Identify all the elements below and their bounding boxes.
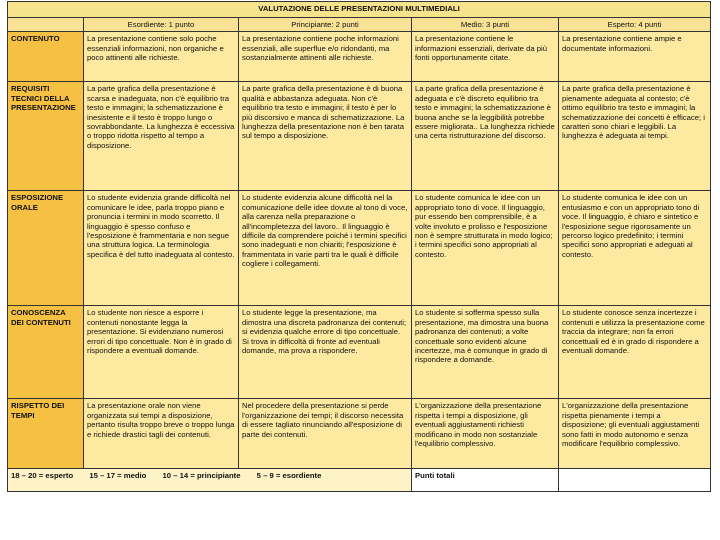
descriptor-cell: Lo studente non riesce a esporre i contenuti nonostante legga la presentazione. Si evidenziano numerosi errori di tipo concettuale. Non è in grado di rispondere a eventuali domande. (84, 306, 239, 399)
descriptor-cell: Lo studente evidenzia grande difficoltà nel comunicare le idee, parla troppo piano e pronuncia i termini in modo scorretto. Il linguaggio è spesso confuso e l'esposizione è frammentaria e non segue una struttura logica. La terminologia specifica è del tutto inadeguata al contesto. (84, 191, 239, 306)
score-scale (8, 469, 412, 492)
criterion-label: CONOSCENZA DEI CONTENUTI (8, 306, 84, 399)
criterion-label: REQUISITI TECNICI DELLA PRESENTAZIONE (8, 82, 84, 191)
descriptor-cell: Lo studente conosce senza incertezze i contenuti e utilizza la presentazione come traccia da integrare; non fa errori concettuali ed è in grado di rispondere a eventuali domande. (559, 306, 711, 399)
descriptor-cell: L'organizzazione della presentazione rispetta i tempi a disposizione, gli eventuali aggiustamenti richiesti modificano in modo non sostanziale l'equilibrio complessivo. (412, 399, 559, 469)
criterion-row-esposizione-orale (8, 191, 711, 306)
descriptor-cell: La presentazione contiene poche informazioni essenziali, alle superflue e/o ridondanti, ma sostanzialmente attinenti alle richieste. (239, 32, 412, 82)
criterion-row-rispetto-tempi (8, 399, 711, 469)
criterion-row-conoscenza-contenuti (8, 306, 711, 399)
criterion-label: ESPOSIZIONE ORALE (8, 191, 84, 306)
descriptor-cell: Lo studente legge la presentazione, ma dimostra una discreta padronanza dei contenuti; si evidenzia qualche errore di tipo concettuale. Si trova in difficoltà di fronte ad eventuali domande, ma prova a rispondere. (239, 306, 412, 399)
descriptor-cell: L'organizzazione della presentazione rispetta pienamente i tempi a disposizione; gli eventuali aggiustamenti sono fatti in modo autonomo e senza modificare l'equilibrio complessivo. (559, 399, 711, 469)
descriptor-cell: La parte grafica della presentazione è scarsa e inadeguata, non c'è equilibrio tra testo e immagini; la schematizzazione è inesistente e il testo è troppo lungo o sovrabbondante. La lunghezza è eccessiva o troppo ridotta rispetto al tempo a disposizione. (84, 82, 239, 191)
criterion-label: CONTENUTO (8, 32, 84, 82)
header-corner-cell (8, 18, 84, 32)
descriptor-cell: La parte grafica della presentazione è adeguata e c'è discreto equilibrio tra testo e immagini; la schematizzazione è buona anche se la leggibilità potrebbe essere migliorata.. La lunghezza richiede una certa ristrutturazione del discorso. (412, 82, 559, 191)
rubric-table (7, 1, 711, 492)
descriptor-cell: La parte grafica della presentazione è pienamente adeguata al contesto; c'è ottimo equilibrio tra testo e immagini; la schematizzazione dei concetti è efficace; i caratteri sono chiari e leggibili. La lunghezza è adeguata ai tempi. (559, 82, 711, 191)
criterion-row-contenuto (8, 32, 711, 82)
descriptor-cell: Nel procedere della presentazione si perde l'organizzazione dei tempi; il discorso necessita di essere tagliato rinunciando all'esposizione di parte dei contenuti. (239, 399, 412, 469)
descriptor-cell: La presentazione orale non viene organizzata sui tempi a disposizione, pertanto risulta troppo breve o troppo lunga e richiede drastici tagli dei contenuti. (84, 399, 239, 469)
level-header-esperto: Esperto: 4 punti (559, 18, 711, 32)
criterion-label: RISPETTO DEI TEMPI (8, 399, 84, 469)
criterion-row-requisiti-tecnici (8, 82, 711, 191)
total-points-field[interactable] (559, 469, 711, 492)
descriptor-cell: La parte grafica della presentazione è di buona qualità e abbastanza adeguata. Non c'è equilibrio tra testo e immagini; il testo è per lo più discorsivo e manca di schematizzazione. La lunghezza della presentazione non è ben tarata sul tempo a disposizione. (239, 82, 412, 191)
descriptor-cell: Lo studente comunica le idee con un entusiasmo e con un appropriato tono di voce. Il linguaggio, è chiaro e sintetico e l'esposizione segue rigorosamente un percorso logico predefinito; i termini specifici sono appropriati e adeguati al contesto. (559, 191, 711, 306)
scale-medio: 15 – 17 = medio (89, 471, 147, 481)
rubric-title: VALUTAZIONE DELLE PRESENTAZIONI MULTIMEDIALI (8, 2, 711, 18)
descriptor-cell: La presentazione contiene ampie e documentate informazioni. (559, 32, 711, 82)
rubric-sheet (7, 1, 710, 529)
scale-esperto: 18 – 20 = esperto (11, 471, 74, 481)
descriptor-cell: Lo studente comunica le idee con un appropriato tono di voce. Il linguaggio, pur essendo ben comprensibile, è a volte involuto e prolisso e l'esposizione non è sempre strutturata in modo logico; i termini specifici sono appropriati al contesto. (412, 191, 559, 306)
scale-principiante: 10 – 14 = principiante (162, 471, 241, 481)
level-header-medio: Medio: 3 punti (412, 18, 559, 32)
level-header-esordiente: Esordiente: 1 punto (84, 18, 239, 32)
scale-esordiente: 5 – 9 = esordiente (256, 471, 322, 481)
level-header-principiante: Principiante: 2 punti (239, 18, 412, 32)
total-points-label: Punti totali (412, 469, 559, 492)
descriptor-cell: La presentazione contiene le informazioni essenziali, derivate da più fonti opportunamente citate. (412, 32, 559, 82)
descriptor-cell: Lo studente evidenzia alcune difficoltà nel la comunicazione delle idee dovute al tono di voce, alla carenza nella preparazione o all'incompletezza del lavoro.. Il linguaggio è difficile da comprendere poiché i termini specifici sono inadeguati e non chiariti; l'esposizione è frammentata in varie parti tra le quali è difficile cogliere i collegamenti. (239, 191, 412, 306)
descriptor-cell: Lo studente si sofferma spesso sulla presentazione, ma dimostra una buona padronanza dei contenuti; a volte concettuale sono evidenti alcune incertezze, ma è comunque in grado di rispondere a domande. (412, 306, 559, 399)
score-footer-row (8, 469, 711, 492)
descriptor-cell: La presentazione contiene solo poche essenziali informazioni, non organiche e poco attinenti alle richieste. (84, 32, 239, 82)
